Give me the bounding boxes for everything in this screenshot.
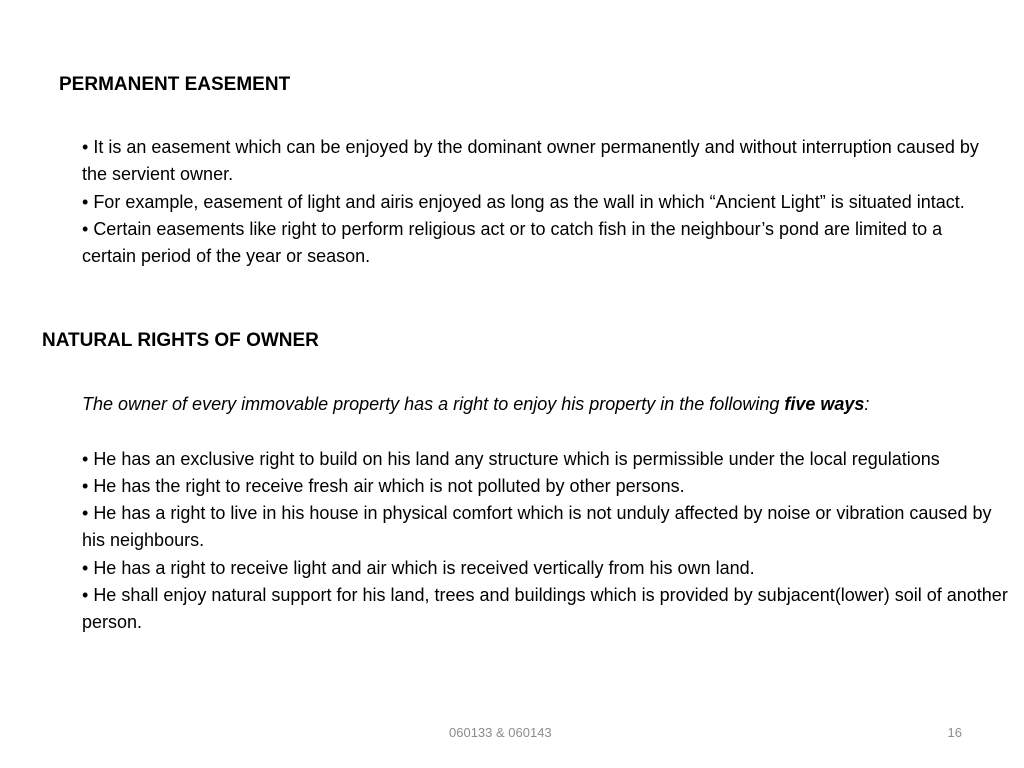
bullet-item (82, 134, 997, 189)
slide-number: 16 (947, 725, 962, 740)
bullet-item (82, 216, 997, 271)
bullet-text: He has a right to receive light and air which is received vertically from his own land. (93, 557, 755, 578)
bullet-item (82, 582, 1017, 637)
bullet-item (82, 500, 1017, 555)
section-heading-natural-rights: NATURAL RIGHTS OF OWNER (42, 330, 319, 351)
natural-rights-content (82, 391, 1017, 637)
bullet-item (82, 189, 997, 216)
bullet-text: Certain easements like right to perform religious act or to catch fish in the neighbour’s pond are limited to a certain period of the year or season. (82, 218, 943, 267)
intro-emphasis: five ways (784, 394, 865, 414)
intro-end: : (864, 394, 870, 414)
bullet-icon: • (82, 503, 94, 524)
bullet-item (82, 446, 1017, 473)
bullet-icon: • (82, 191, 94, 212)
bullet-text: He has an exclusive right to build on his land any structure which is permissible under the local regulations (93, 448, 940, 469)
bullet-item (82, 555, 1017, 582)
bullet-icon: • (82, 557, 94, 578)
bullet-icon: • (82, 218, 94, 239)
bullet-text: For example, easement of light and airis enjoyed as long as the wall in which “Ancient Light” is situated intact. (93, 191, 965, 212)
bullet-text: It is an easement which can be enjoyed by the dominant owner permanently and without interruption caused by the servient owner. (82, 137, 979, 185)
bullet-icon: • (82, 448, 94, 469)
permanent-easement-bullet-list (82, 134, 997, 270)
bullet-item (82, 473, 1017, 500)
intro-text: The owner of every immovable property has a right to enjoy his property in the following (82, 394, 785, 414)
footer-text: 060133 & 060143 (449, 725, 552, 740)
bullet-icon: • (82, 475, 94, 496)
bullet-icon: • (82, 585, 94, 606)
intro-sentence (82, 391, 1017, 418)
bullet-text: He shall enjoy natural support for his land, trees and buildings which is provided by subjacent(lower) soil of another person. (82, 585, 1008, 633)
bullet-text: He has the right to receive fresh air which is not polluted by other persons. (93, 475, 685, 496)
spacer (82, 418, 1017, 445)
section-heading-permanent-easement: PERMANENT EASEMENT (59, 74, 291, 95)
bullet-text: He has a right to live in his house in physical comfort which is not unduly affected by noise or vibration caused by his neighbours. (82, 503, 992, 551)
bullet-icon: • (82, 137, 94, 157)
